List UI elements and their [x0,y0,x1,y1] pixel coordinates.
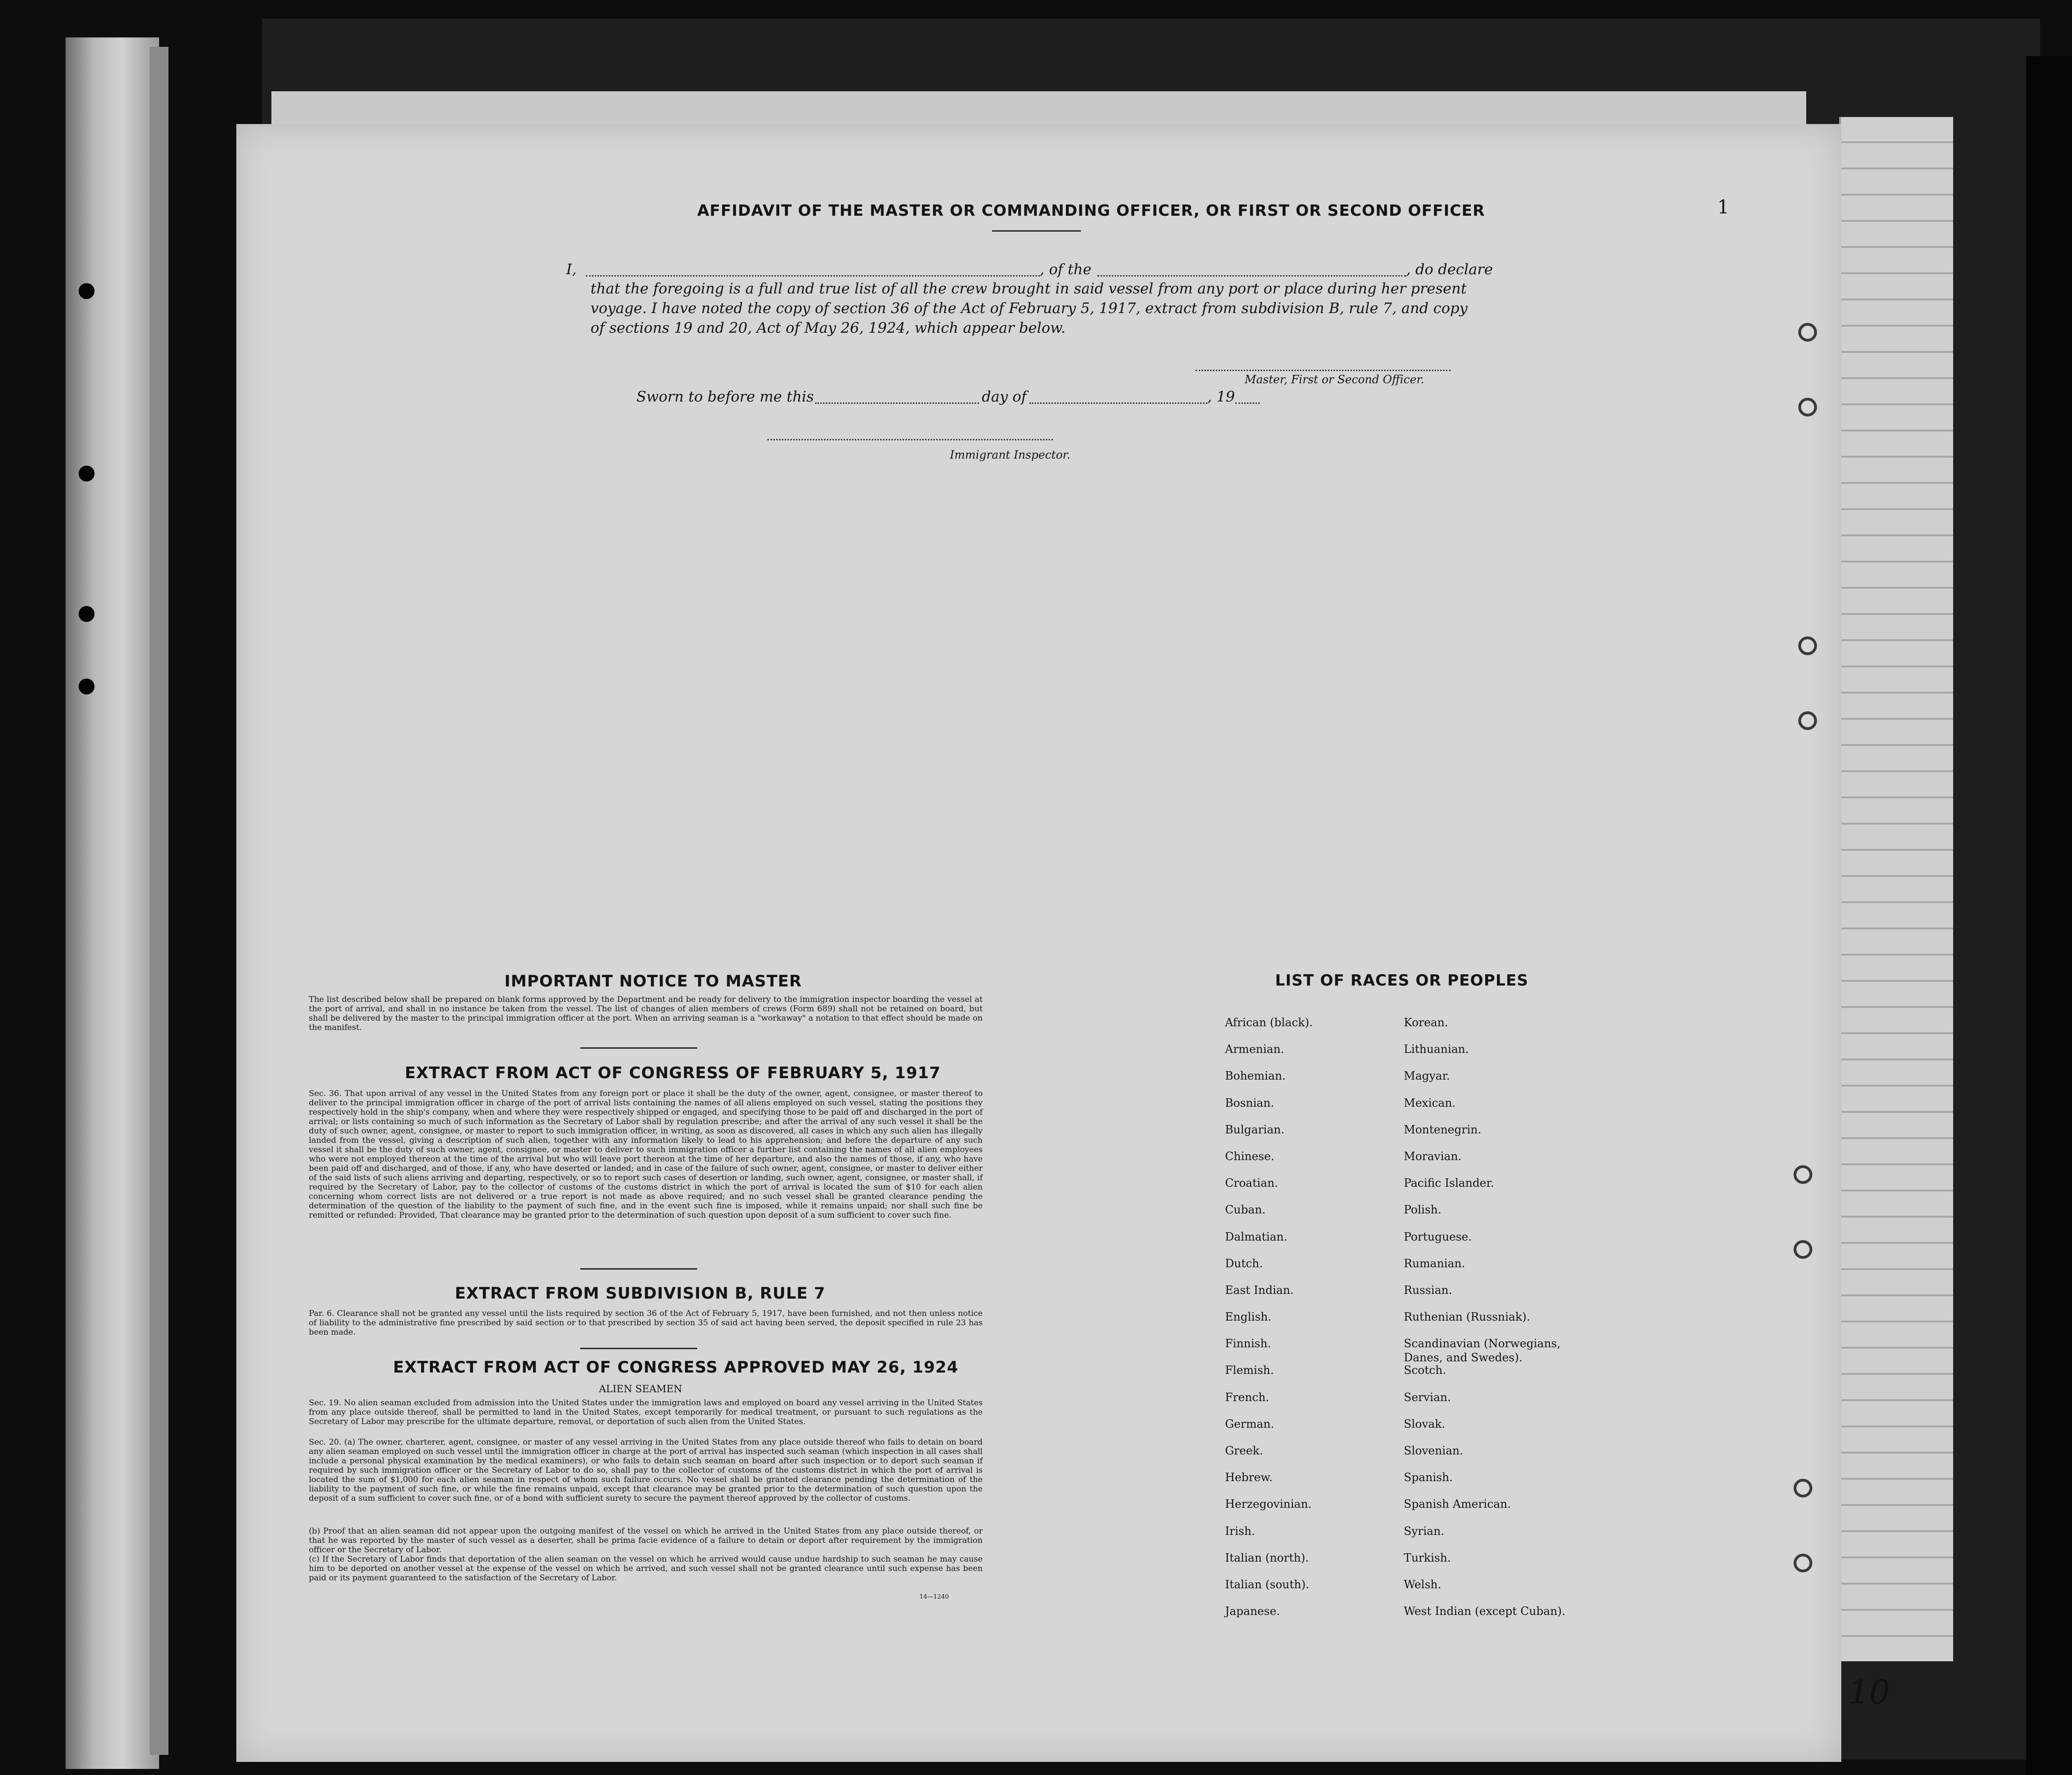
notice-body: The list described below shall be prepared on blank forms approved by the Department and be ready for delivery to the immigration inspector boarding the vessel at the port of arrival, and shall in no instance be taken from the vessel. The list of changes of alien members of crews (Form 689) shall not be retained on board, but shall be delivered by the master to the principal immigration officer at the port. When an arriving seaman is a "workaway" a notation to that effect should be made on the manifest. [309,995,983,1032]
right-film-edge [2026,56,2072,1775]
race-item: Ruthenian (Russniak). [1404,1310,1530,1324]
affidavit-declare: , do declare [1406,261,1493,278]
punch-hole [79,466,95,482]
race-item: Slovenian. [1404,1444,1463,1457]
punch-hole [79,283,95,299]
extract-rule7-title: EXTRACT FROM SUBDIVISION B, RULE 7 [455,1284,826,1303]
ring-hole [1798,636,1817,655]
race-item: Italian (south). [1225,1578,1309,1591]
race-item: Italian (north). [1225,1551,1309,1564]
race-item: Bosnian. [1225,1096,1274,1110]
section-rule [580,1268,697,1270]
race-item: Irish. [1225,1524,1255,1538]
race-item: Servian. [1404,1390,1451,1404]
sworn-prefix: Sworn to before me this [636,388,814,405]
section-rule [580,1348,697,1349]
alien-seamen-subtitle: ALIEN SEAMEN [599,1383,682,1395]
race-item: Bulgarian. [1225,1123,1284,1136]
race-item: Spanish. [1404,1471,1453,1484]
race-item: African (black). [1225,1016,1313,1029]
race-item: Polish. [1404,1203,1442,1217]
ruled-ledger-edge [1839,117,1953,1661]
extract-1917-title: EXTRACT FROM ACT OF CONGRESS OF FEBRUARY 5, 1917 [405,1064,941,1082]
race-item: West Indian (except Cuban). [1404,1605,1566,1618]
race-item: Portuguese. [1404,1230,1472,1243]
race-item: Moravian. [1404,1149,1462,1163]
name-blank[interactable] [586,275,1040,277]
ring-hole [1794,1165,1812,1184]
affidavit-body-line-2: that the foregoing is a full and true list of all the crew brought in said vessel from any port or place during her present [591,280,1467,297]
punch-hole [79,679,95,694]
ring-hole [1798,711,1817,730]
vessel-blank[interactable] [1097,275,1406,277]
race-item: Russian. [1404,1283,1452,1297]
race-item: French. [1225,1390,1269,1404]
race-item: Japanese. [1225,1605,1280,1618]
section-rule [580,1047,697,1049]
page-number: 1 [1717,197,1729,218]
race-item: Dutch. [1225,1256,1263,1270]
ring-hole [1794,1240,1812,1259]
race-item: Chinese. [1225,1149,1275,1163]
sworn-month-blank[interactable] [1029,402,1207,404]
race-item: Croatian. [1225,1176,1278,1190]
sec-20a-body: Sec. 20. (a) The owner, charterer, agent, consignee, or master of any vessel arriving in the United States from any place outside thereof who fails to detain on board any alien seaman employed on such vessel until the immigration officer in charge at the port of arrival has inspected such seaman (which inspection in all cases shall include a personal physical examination by the medical examiners), or who fails to detain such seaman on board after such inspection or to deport such seaman if required by such immigration officer or the Secretary of Labor to do so, shall pay to the collector of customs of the customs district in which the port of arrival is located the sum of $1,000 for each alien seaman in respect of whom such failure occurs. No vessel shall be granted clearance pending the determination of the liability to the payment of such fine, or while the fine remains unpaid, except that clearance may be granted prior to the determination of such question upon the deposit of a sum sufficient to cover such fine, or of a bond with sufficient surety to secure the payment thereof approved by the collector of customs. [309,1438,983,1503]
race-item: Bohemian. [1225,1069,1286,1083]
races-title: LIST OF RACES OR PEOPLES [1275,971,1529,989]
race-item: Montenegrin. [1404,1123,1481,1136]
sec-19-body: Sec. 19. No alien seaman excluded from admission into the United States under the immigration laws and employed on board any vessel arriving in the United States from any place outside thereof, shall be permitted to land in the United States, except temporarily for medical treatment, or pursuant to such regulations as the Secretary of Labor may prescribe for the ultimate departure, removal, or deportation of such alien from the United States. [309,1398,983,1426]
race-item: Scandinavian (Norwegians, Danes, and Swedes). [1404,1337,1561,1365]
extract-1917-body: Sec. 36. That upon arrival of any vessel in the United States from any foreign port or place it shall be the duty of the owner, agent, consignee, or master thereof to deliver to the principal immigration officer in charge of the port of arrival lists containing the names of all aliens employed on such vessel, stating the positions they respectively hold in the ship's company, when and where they were respectively shipped or engaged, and specifying those to be paid off and discharged in the port of arrival; or lists containing so much of such information as the Secretary of Labor shall by regulation prescribe; and after the arrival of any such vessel it shall be the duty of such owner, agent, consignee, or master to report to such immigration officer, in writing, as soon as discovered, all cases in which any such alien has illegally landed from the vessel, giving a description of such alien, together with any information likely to lead to his apprehension; and before the departure of any such vessel it shall be the duty of such owner, agent, consignee, or master to deliver to such immigration officer a further list containing the names of all alien employees who were not employed thereon at the time of the arrival but who will leave port thereon at the time of her departure, and also the names of those, if any, who have been paid off and discharged, and of those, if any, who have deserted or landed; and in case of the failure of such owner, agent, consignee, or master to deliver either of the said lists of such aliens arriving and departing, respectively, or so to report such cases of desertion or landing, such owner, agent, consignee, or master shall, if required by the Secretary of Labor, pay to the collector of customs of the customs district in which the port of arrival is located the sum of $10 for each alien concerning whom correct lists are not delivered or a true report is not made as above required; and no such vessel shall be granted clearance pending the determination of the question of the liability to the payment of such fine, and in the event such fine is imposed, while it remains unpaid; nor shall such fine be remitted or refunded: Provided, That clearance may be granted prior to the determination of such question upon deposit of a sum sufficient to cover such fine. [309,1089,983,1220]
master-signature-label: Master, First or Second Officer. [1245,373,1424,386]
race-item: Armenian. [1225,1043,1284,1056]
race-item: English. [1225,1310,1272,1324]
extract-1924-title: EXTRACT FROM ACT OF CONGRESS APPROVED MAY 26, 1924 [393,1358,959,1377]
race-item: Scotch. [1404,1364,1446,1377]
master-signature-line[interactable] [1196,370,1451,371]
sworn-year-blank[interactable] [1235,402,1260,404]
race-item: Hebrew. [1225,1471,1273,1484]
race-item: Finnish. [1225,1337,1271,1351]
affidavit-of-the: , of the [1040,261,1092,278]
race-item: Syrian. [1404,1524,1445,1538]
race-item: Pacific Islander. [1404,1176,1494,1190]
ring-hole [1798,323,1817,342]
title-rule [992,230,1081,232]
form-number: 14—1240 [919,1593,949,1600]
race-item: Welsh. [1404,1578,1441,1591]
races-left-column [1225,1015,1393,1631]
race-item: Turkish. [1404,1551,1451,1564]
race-item: German. [1225,1417,1274,1431]
affidavit-body-line-3: voyage. I have noted the copy of section 36 of the Act of February 5, 1917, extract from subdivision B, rule 7, and copy [591,300,1468,317]
race-item: Rumanian. [1404,1256,1466,1270]
punch-hole [79,606,95,622]
affidavit-title: AFFIDAVIT OF THE MASTER OR COMMANDING OFFICER, OR FIRST OR SECOND OFFICER [697,201,1485,219]
sworn-day-of: day of [982,388,1027,405]
race-item: Magyar. [1404,1069,1450,1083]
left-binding-edge [150,47,168,1755]
race-item: Herzegovinian. [1225,1497,1312,1511]
ring-hole [1794,1554,1812,1572]
handwritten-number: 10 [1848,1673,1890,1711]
inspector-signature-line[interactable] [767,439,1053,440]
race-item: Korean. [1404,1016,1448,1029]
affidavit-i: I, [566,261,577,278]
race-item: Dalmatian. [1225,1230,1288,1243]
sec-20c-body: (c) If the Secretary of Labor finds that deportation of the alien seaman on the vessel on which he arrived would cause undue hardship to such seaman he may cause him to be deported on another vessel at the expense of the vessel on which he arrived, and such vessel shall not be granted clearance until such expense has been paid or its payment guaranteed to the satisfaction of the Secretary of Labor. [309,1555,983,1583]
ring-hole [1794,1479,1812,1497]
inspector-signature-label: Immigrant Inspector. [950,448,1071,461]
race-item: Lithuanian. [1404,1043,1469,1056]
race-item: Slovak. [1404,1417,1445,1431]
race-item: Cuban. [1225,1203,1266,1217]
race-item: Mexican. [1404,1096,1456,1110]
sworn-year: , 19 [1207,388,1235,405]
ring-hole [1798,398,1817,416]
form-page [236,124,1841,1762]
race-item: East Indian. [1225,1283,1294,1297]
race-item: Flemish. [1225,1364,1274,1377]
races-right-column [1404,1015,1600,1631]
left-binding-strip [66,37,159,1769]
affidavit-body-line-4: of sections 19 and 20, Act of May 26, 1924, which appear below. [591,320,1066,336]
notice-title: IMPORTANT NOTICE TO MASTER [504,972,802,991]
race-item: Spanish American. [1404,1497,1511,1511]
sworn-day-blank[interactable] [815,402,979,404]
sec-20b-body: (b) Proof that an alien seaman did not appear upon the outgoing manifest of the vessel on which he arrived in the United States from any place outside thereof, or that he was reported by the master of such vessel as a deserter, shall be prima facie evidence of a failure to detain or deport after requirement by the immigration officer or the Secretary of Labor. [309,1527,983,1555]
extract-rule7-body: Par. 6. Clearance shall not be granted any vessel until the lists required by section 36 of the Act of February 5, 1917, have been furnished, and not then unless notice of liability to the administrative fine prescribed by said section or to that prescribed by section 35 of said act having been served, the deposit specified in rule 23 has been made. [309,1309,983,1337]
race-item: Greek. [1225,1444,1263,1457]
